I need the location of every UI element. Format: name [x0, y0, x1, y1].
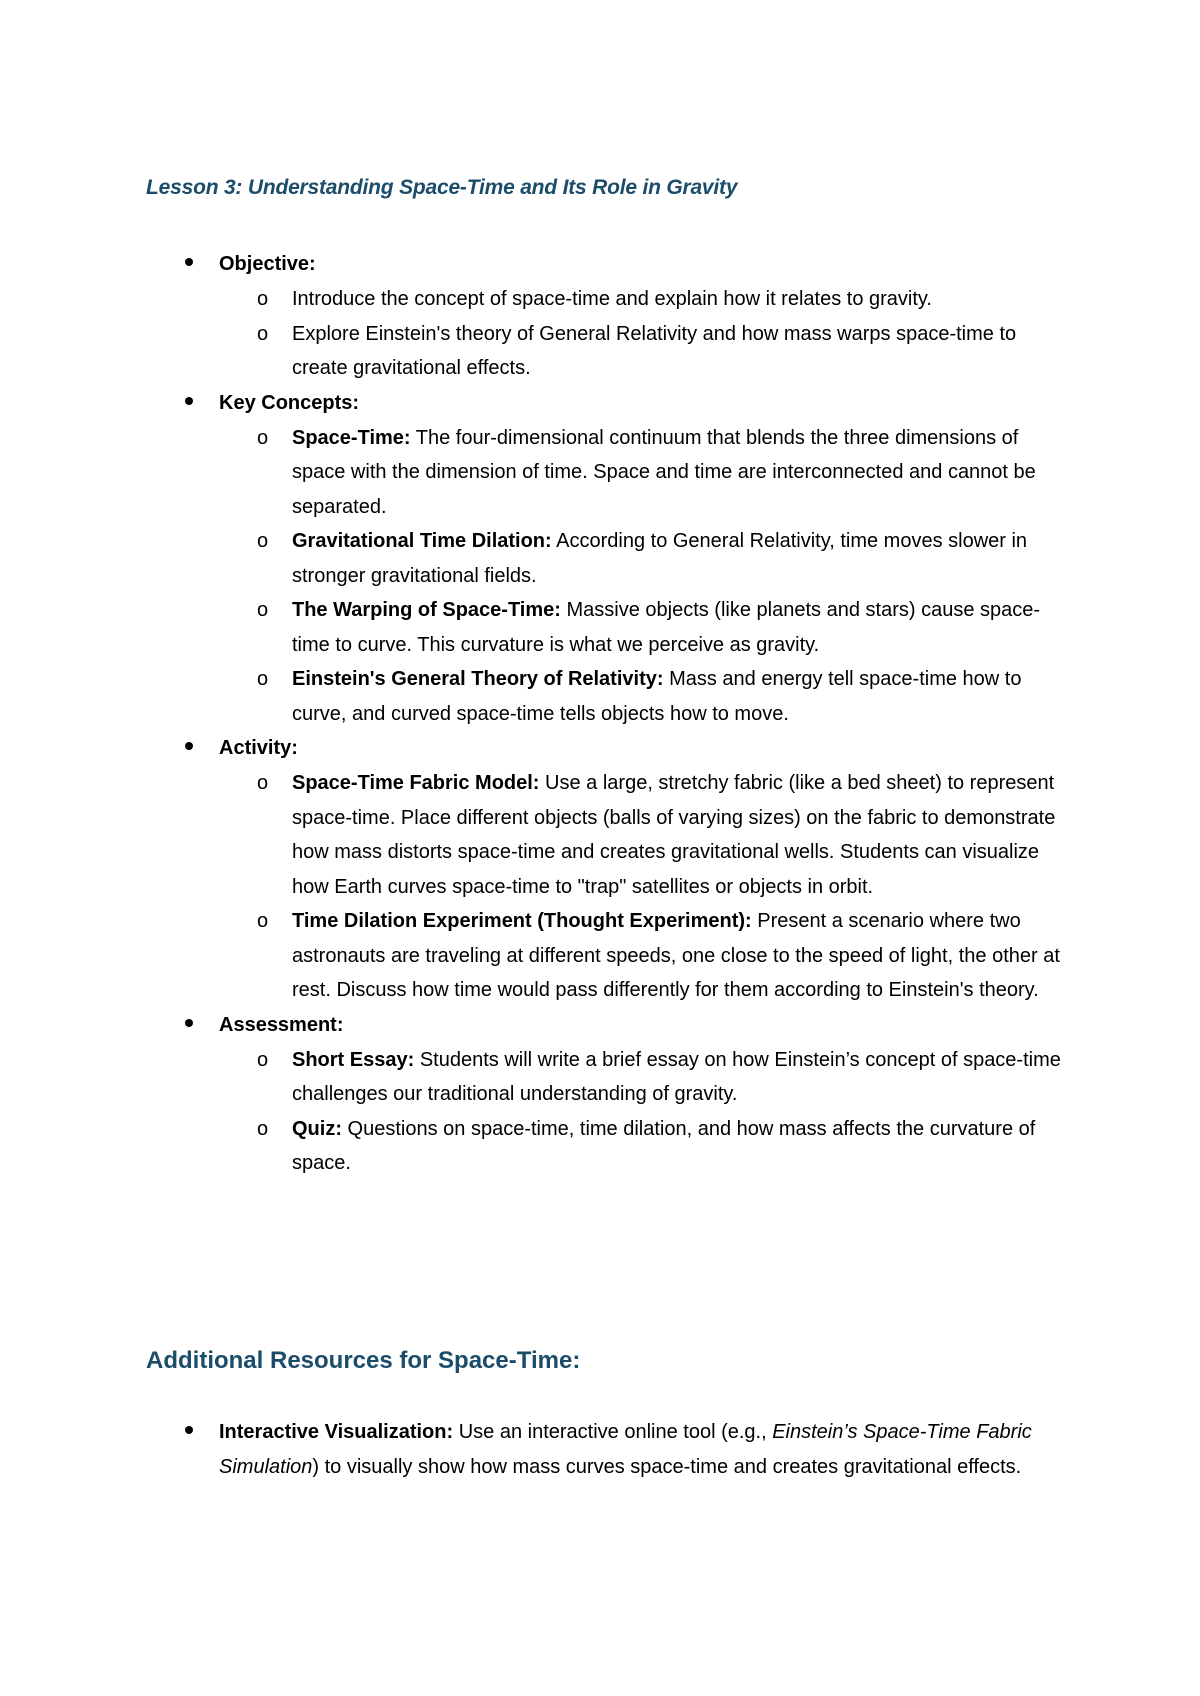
list-item: [219, 662, 1062, 731]
lesson-outline: [0, 247, 1200, 1181]
section-activity: [0, 731, 1200, 1008]
resources-list: [0, 1415, 1200, 1484]
sub-bullet-icon: o: [257, 599, 269, 621]
item-text: Questions on space-time, time dilation, and how mass affects the curvature of space.: [292, 1117, 1036, 1174]
sub-bullet-icon: o: [257, 530, 269, 552]
list-item: [219, 593, 1062, 662]
item-text: The four-dimensional continuum that blends the three dimensions of space with the dimension of time. Space and time are interconnected and cannot be separated.: [292, 426, 1036, 518]
section-key-concepts: [0, 386, 1200, 732]
item-text: Explore Einstein's theory of General Relativity and how mass warps space-time to create gravitational effects.: [292, 322, 1017, 379]
list-item: [219, 524, 1062, 593]
item-term: Short Essay:: [292, 1048, 415, 1071]
sub-bullet-icon: o: [257, 426, 269, 449]
assessment-list: [219, 1043, 1200, 1181]
resource-term: Interactive Visualization:: [219, 1421, 454, 1443]
resources-heading: Additional Resources for Space-Time:: [146, 1347, 581, 1374]
section-label: Activity:: [219, 737, 298, 759]
item-text: Introduce the concept of space-time and explain how it relates to gravity.: [292, 288, 932, 310]
activity-list: [219, 766, 1200, 1008]
list-item: [219, 1112, 1062, 1181]
item-term: Space-Time Fabric Model:: [292, 772, 540, 794]
sub-bullet-icon: o: [257, 772, 269, 794]
resource-text-after: ) to visually show how mass curves space-time and creates gravitational effects.: [312, 1455, 1022, 1478]
item-term: Space-Time:: [292, 426, 411, 449]
item-term: The Warping of Space-Time:: [292, 599, 561, 621]
item-text: Mass and energy tell space-time how to curve, and curved space-time tells objects how to move.: [292, 668, 1022, 725]
sub-bullet-icon: o: [257, 668, 269, 690]
item-text: Present a scenario where two astronauts are traveling at different speeds, one close to the speed of light, the other at rest. Discuss how time would pass differently for them according to Einstein's theory.: [292, 910, 1060, 1001]
bullet-icon: [185, 258, 193, 266]
resource-text: [219, 1415, 1059, 1484]
item-text: Students will write a brief essay on how Einstein’s concept of space-time challenges our traditional understanding of gravity.: [292, 1048, 1061, 1105]
list-item: [219, 421, 1062, 525]
sub-bullet-icon: o: [257, 910, 269, 932]
list-item: [219, 1043, 1062, 1112]
item-text: Use a large, stretchy fabric (like a bed sheet) to represent space-time. Place different objects (balls of varying sizes) on the fabric to demonstrate how mass distorts space-time and creates gravitational wells. Students can visualize how Earth curves space-time to "trap" satellites or objects in orbit.: [292, 772, 1056, 898]
item-term: Time Dilation Experiment (Thought Experiment):: [292, 910, 752, 932]
resource-item: [0, 1415, 1200, 1484]
sub-bullet-icon: o: [257, 1048, 269, 1071]
list-item: [219, 282, 1062, 317]
section-objective: [0, 247, 1200, 386]
item-term: Gravitational Time Dilation:: [292, 530, 552, 552]
key-concepts-list: [219, 421, 1200, 732]
bullet-icon: [185, 742, 193, 750]
list-item: [219, 904, 1062, 1008]
bullet-icon: [185, 397, 193, 405]
sub-bullet-icon: o: [257, 322, 269, 345]
item-text: According to General Relativity, time moves slower in stronger gravitational fields.: [292, 530, 1028, 587]
item-term: Einstein's General Theory of Relativity:: [292, 668, 664, 690]
list-item: [219, 317, 1062, 386]
sub-bullet-icon: o: [257, 1117, 269, 1140]
objective-list: [219, 282, 1200, 386]
section-label: Objective:: [219, 253, 316, 275]
resource-text-before: Use an interactive online tool (e.g.,: [453, 1421, 773, 1443]
item-term: Quiz:: [292, 1117, 342, 1140]
lesson-title: Lesson 3: Understanding Space-Time and Its Role in Gravity: [146, 176, 738, 199]
section-assessment: [0, 1008, 1200, 1181]
list-item: [219, 766, 1062, 904]
item-text: Massive objects (like planets and stars) cause space-time to curve. This curvature is what we perceive as gravity.: [292, 599, 1041, 656]
section-label: Key Concepts:: [219, 391, 360, 414]
sub-bullet-icon: o: [257, 288, 269, 310]
resource-tool-name: Einstein’s Space-Time Fabric Simulation: [219, 1421, 1032, 1478]
bullet-icon: [185, 1426, 193, 1434]
section-label: Assessment:: [219, 1013, 344, 1036]
bullet-icon: [185, 1019, 193, 1027]
